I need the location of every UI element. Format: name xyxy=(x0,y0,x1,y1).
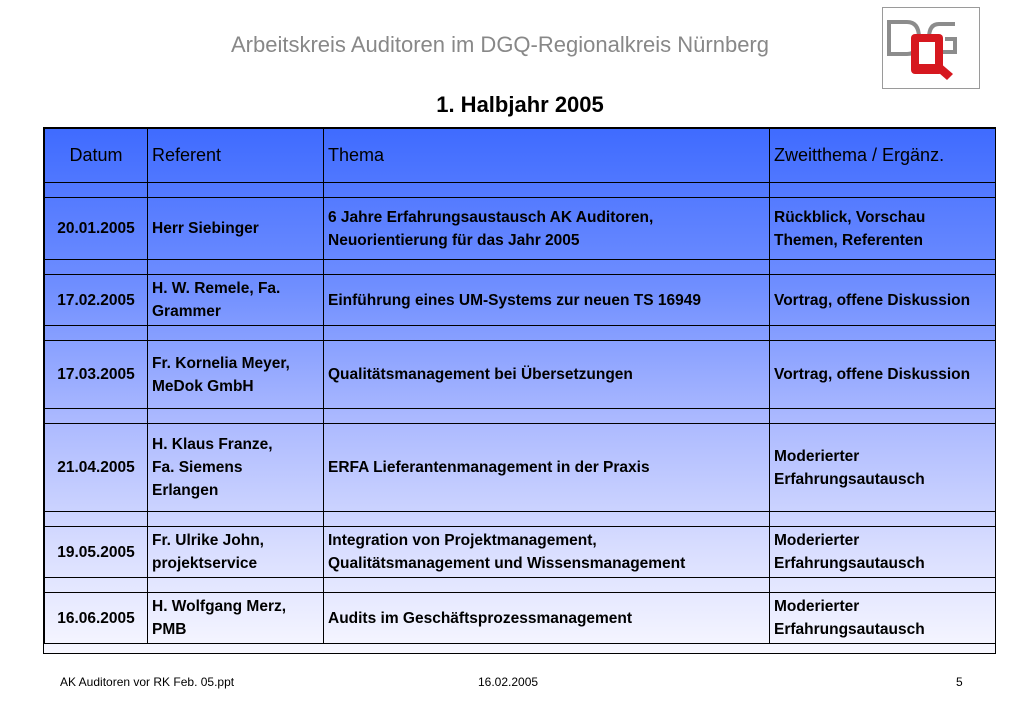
column-header-datum: Datum xyxy=(45,129,148,183)
date-cell: 19.05.2005 xyxy=(45,527,148,578)
speaker-cell: H. Wolfgang Merz, PMB xyxy=(148,593,324,644)
date-cell: 17.02.2005 xyxy=(45,275,148,326)
spacer-row xyxy=(45,326,997,341)
table-row xyxy=(45,593,997,644)
extra-cell: Moderierter Erfahrungsautausch xyxy=(770,527,997,578)
speaker-cell: H. W. Remele, Fa. Grammer xyxy=(148,275,324,326)
table-row xyxy=(45,275,997,326)
topic-cell: 6 Jahre Erfahrungsaustausch AK Auditoren, Neuorientierung für das Jahr 2005 xyxy=(324,198,770,260)
spacer-row xyxy=(45,512,997,527)
footer-page-number: 5 xyxy=(956,675,963,689)
speaker-cell: H. Klaus Franze, Fa. Siemens Erlangen xyxy=(148,424,324,512)
date-cell: 17.03.2005 xyxy=(45,341,148,409)
dgq-logo-graphic xyxy=(883,8,979,88)
spacer-row xyxy=(45,183,997,198)
extra-cell: Vortrag, offene Diskussion xyxy=(770,341,997,409)
topic-cell: Integration von Projektmanagement, Qualitätsmanagement und Wissensmanagement xyxy=(324,527,770,578)
speaker-cell: Herr Siebinger xyxy=(148,198,324,260)
spacer-row xyxy=(45,409,997,424)
page-title: Arbeitskreis Auditoren im DGQ-Regionalkreis Nürnberg xyxy=(231,32,769,57)
column-header-zweitthema: Zweitthema / Ergänz. xyxy=(770,129,997,183)
spacer-row xyxy=(45,260,997,275)
schedule-table xyxy=(43,127,996,654)
speaker-cell: Fr. Ulrike John, projektservice xyxy=(148,527,324,578)
footer-date: 16.02.2005 xyxy=(478,675,539,689)
topic-cell: ERFA Lieferantenmanagement in der Praxis xyxy=(324,424,770,512)
dgq-logo xyxy=(882,7,980,89)
page-subtitle: 1. Halbjahr 2005 xyxy=(436,92,604,117)
extra-cell: Moderierter Erfahrungsautausch xyxy=(770,593,997,644)
table-row xyxy=(45,341,997,409)
topic-cell: Audits im Geschäftsprozessmanagement xyxy=(324,593,770,644)
table-header-row xyxy=(45,129,997,183)
extra-cell: Rückblick, Vorschau Themen, Referenten xyxy=(770,198,997,260)
column-header-thema: Thema xyxy=(324,129,770,183)
table-row xyxy=(45,527,997,578)
speaker-cell: Fr. Kornelia Meyer, MeDok GmbH xyxy=(148,341,324,409)
extra-cell: Moderierter Erfahrungsautausch xyxy=(770,424,997,512)
date-cell: 21.04.2005 xyxy=(45,424,148,512)
column-header-referent: Referent xyxy=(148,129,324,183)
table-row xyxy=(45,424,997,512)
table-row xyxy=(45,198,997,260)
extra-cell: Vortrag, offene Diskussion xyxy=(770,275,997,326)
footer-filename: AK Auditoren vor RK Feb. 05.ppt xyxy=(60,675,235,689)
date-cell: 16.06.2005 xyxy=(45,593,148,644)
spacer-row xyxy=(45,578,997,593)
topic-cell: Qualitätsmanagement bei Übersetzungen xyxy=(324,341,770,409)
date-cell: 20.01.2005 xyxy=(45,198,148,260)
topic-cell: Einführung eines UM-Systems zur neuen TS 16949 xyxy=(324,275,770,326)
